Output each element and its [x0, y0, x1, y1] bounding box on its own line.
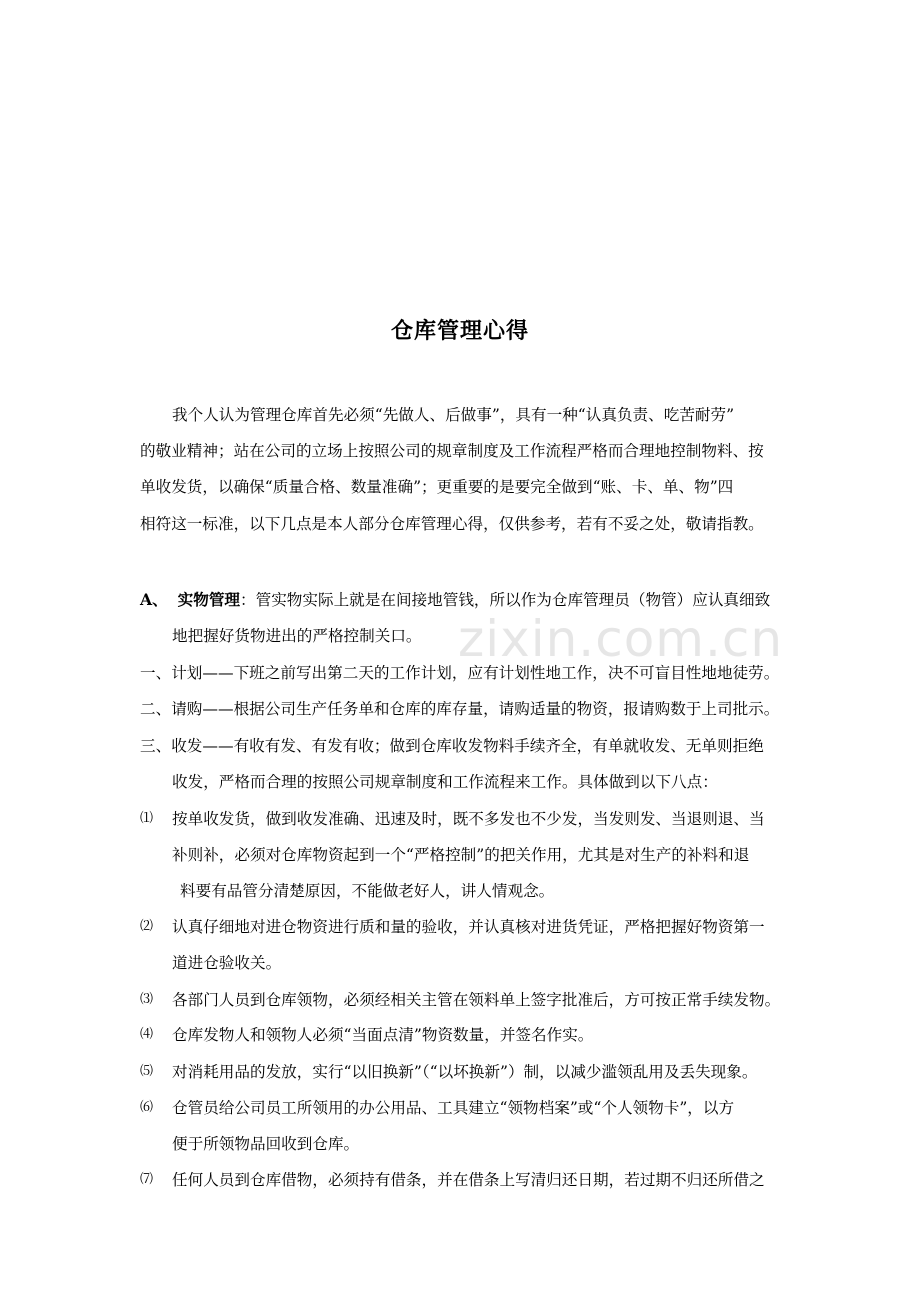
point-number: ⑵	[140, 919, 154, 934]
intro-line: 的敬业精神；站在公司的立场上按照公司的规章制度及工作流程严格而合理地控制物料、按	[140, 442, 764, 460]
intro-line: 我个人认为管理仓库首先必须“先做人、后做事”，具有一种“认真负责、吃苦耐劳”	[172, 406, 735, 424]
point-number: ⑺	[140, 1172, 154, 1187]
section-a-line	[140, 589, 770, 611]
list-item: 二、请购——根据公司生产任务单和仓库的库存量，请购适量的物资，报请购数于上司批示。	[140, 700, 780, 718]
section-a-heading: 实物管理	[177, 590, 241, 609]
point-line: 料要有品管分清楚原因，不能做老好人，讲人情观念。	[180, 882, 555, 900]
section-a-label: A、	[140, 590, 168, 609]
point-number: ⑸	[140, 1064, 154, 1079]
intro-line: 相符这一标准，以下几点是本人部分仓库管理心得，仅供参考，若有不妥之处，敬请指教。	[140, 515, 764, 533]
point-line: 仓管员给公司员工所领用的办公用品、工具建立“领物档案”或“个人领物卡”，以方	[172, 1099, 735, 1117]
point-line: 道进仓验收关。	[172, 954, 282, 972]
section-a-line: 地把握好货物进出的严格控制关口。	[172, 627, 422, 645]
list-item: 三、收发——有收有发、有发有收；做到仓库收发物料手续齐全，有单就收发、无单则拒绝	[140, 737, 764, 755]
point-line: 各部门人员到仓库领物，必须经相关主管在领料单上签字批准后，方可按正常手续发物。	[172, 991, 781, 1009]
point-number: ⑹	[140, 1100, 154, 1115]
page-title: 仓库管理心得	[390, 318, 529, 344]
point-line: 便于所领物品回收到仓库。	[172, 1135, 360, 1153]
point-line: 补则补，必须对仓库物资起到一个“严格控制”的把关作用，尤其是对生产的补料和退	[172, 846, 750, 864]
point-line: 按单收发货，做到收发准确、迅速及时，既不多发也不少发，当发则发、当退则退、当	[172, 810, 765, 828]
point-line: 对消耗用品的发放，实行“以旧换新”（“以坏换新”）制，以减少滥领乱用及丢失现象。	[172, 1063, 758, 1081]
intro-line: 单收发货，以确保“质量合格、数量准确”；更重要的是要完全做到“账、卡、单、物”四	[140, 478, 734, 496]
point-line: 任何人员到仓库借物，必须持有借条，并在借条上写清归还日期，若过期不归还所借之	[172, 1171, 765, 1189]
watermark: zixin.com.cn	[458, 610, 784, 668]
list-item: 一、计划——下班之前写出第二天的工作计划，应有计划性地工作，决不可盲目性地地徒劳。	[140, 664, 780, 682]
section-a-text: ：管实物实际上就是在间接地管钱，所以作为仓库管理员（物管）应认真细致	[240, 591, 771, 609]
point-number: ⑴	[140, 811, 154, 826]
point-number: ⑷	[140, 1027, 154, 1042]
point-number: ⑶	[140, 992, 154, 1007]
point-line: 仓库发物人和领物人必须“当面点清”物资数量，并签名作实。	[172, 1026, 594, 1044]
list-item: 收发，严格而合理的按照公司规章制度和工作流程来工作。具体做到以下八点：	[172, 773, 718, 791]
point-line: 认真仔细地对进仓物资进行质和量的验收，并认真核对进货凭证，严格把握好物资第一	[172, 918, 765, 936]
